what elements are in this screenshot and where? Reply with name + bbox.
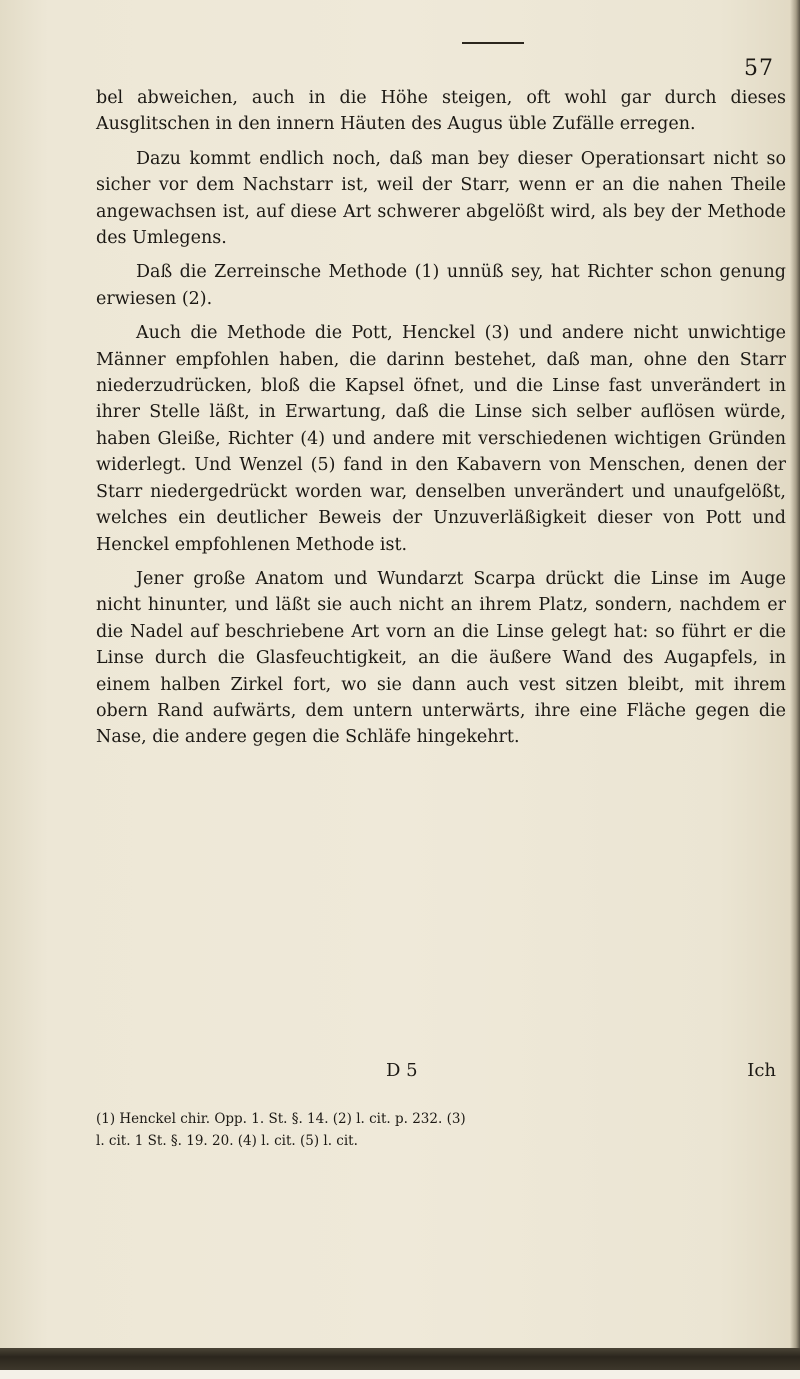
bottom-margin [0, 1370, 800, 1379]
page-number: 57 [744, 56, 774, 81]
page-edge-shadow [790, 0, 800, 1379]
footnote-line: l. cit. 1 St. §. 19. 20. (4) l. cit. (5) l. cit. [96, 1133, 358, 1149]
footnotes [96, 1108, 786, 1152]
footnote-line: (1) Henckel chir. Opp. 1. St. §. 14. (2) l. cit. p. 232. (3) [96, 1111, 466, 1127]
paragraph: bel abweichen, auch in die Höhe steigen, oft wohl gar durch dieses Ausglitschen in den innern Häuten des Augus üble Zufälle erregen. [96, 88, 786, 135]
body-text [96, 85, 786, 759]
header-rule [462, 42, 524, 44]
paragraph: Auch die Methode die Pott, Henckel (3) und andere nicht unwichtige Männer empfohlen haben, die darinn bestehet, daß man, ohne den Starr niederzudrücken, bloß die Kapsel öfnet, und die Linse fast unverändert in ihrer Stelle läßt, in Erwartung, daß die Linse sich selber auflösen würde, haben Gleiße, Richter (4) und andere mit verschiedenen wichtigen Gründen widerlegt. Und Wenzel (5) fand in den Kabavern von Menschen, denen der Starr niedergedrückt worden war, denselben unverändert und unaufgelößt, welches ein deutlicher Beweis der Unzuverläßigkeit dieser von Pott und Henckel empfohlenen Methode ist. [96, 323, 786, 555]
bottom-border [0, 1348, 800, 1370]
paragraph: Jener große Anatom und Wundarzt Scarpa drückt die Linse im Auge nicht hinunter, und läßt sie auch nicht an ihrem Platz, sondern, nachdem er die Nadel auf beschriebene Art vorn an die Linse gelegt hat: so führt er die Linse durch die Glasfeuchtigkeit, an die äußere Wand des Augapfels, in einem halben Zirkel fort, wo sie dann auch vest sitzen bleibt, mit ihrem obern Rand aufwärts, dem untern unterwärts, ihre eine Fläche gegen die Nase, die andere gegen die Schläfe hingekehrt. [96, 568, 786, 748]
paragraph: Daß die Zerreinsche Methode (1) unnüß sey, hat Richter schon genung erwiesen (2). [96, 262, 786, 309]
catchword: Ich [747, 1060, 776, 1081]
paragraph: Dazu kommt endlich noch, daß man bey dieser Operationsart nicht so sicher vor dem Nachstarr ist, weil der Starr, wenn er an die nahen Theile angewachsen ist, auf diese Art schwerer abgelößt wird, als bey der Methode des Umlegens. [96, 148, 786, 249]
signature-mark: D 5 [386, 1060, 418, 1081]
